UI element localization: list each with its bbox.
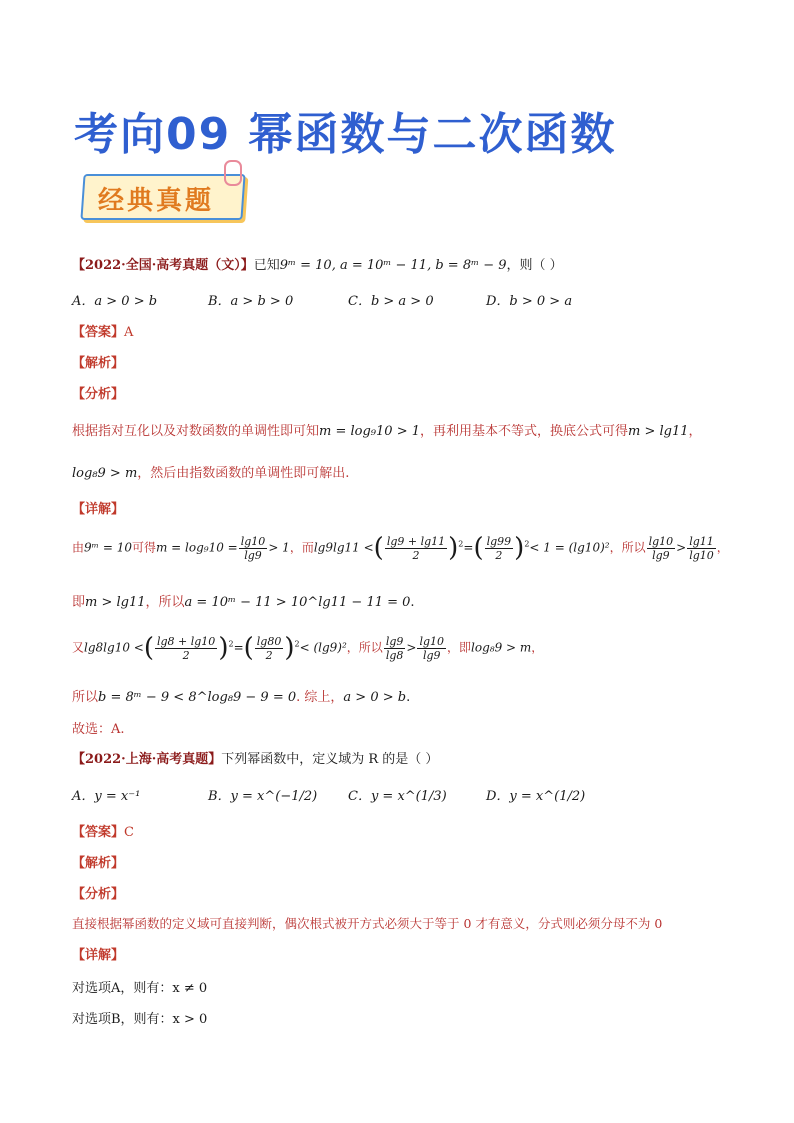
q1-detail-line1: 由9ᵐ = 10可得m = log₉10 = $\frac{\lg 10}{\lg 9}$ > 1，而lg9lg11 <( $\frac{\lg 9 + \lg 11}{2}$ )$^2$=( $\frac{\lg 99}{2}$ )$^2$< 1 = (lg10)²，所以 $\frac{\lg 10}{\lg 9}$ > $\frac{\lg 11}{\lg 10}$ ， [72,533,729,563]
q1-option-a: A．a > 0 > b [72,294,158,309]
q2-detail-b: 对选项B，则有：x > 0 [72,1012,208,1027]
q1-option-d: D．b > 0 > a [486,294,573,309]
q2-option-c: C．y = x^(1/3) [348,789,447,804]
q2-answer: 【答案】C [72,825,134,840]
q1-answer: 【答案】A [72,325,134,340]
q1-stem: 【2022·全国·高考真题（文）】已知9ᵐ = 10, a = 10ᵐ − 11, b = 8ᵐ − 9，则（ ） [72,258,563,273]
q1-detail-line4: 所以b = 8ᵐ − 9 < 8^log₈9 − 9 = 0. 综上，a > 0 > b. [72,690,411,705]
q2-analysis-label: 【解析】 [72,856,125,871]
q2-option-a: A．y = x⁻¹ [72,789,141,804]
q2-detail-label: 【详解】 [72,948,125,963]
q1-fenxi-line1: 根据指对互化以及对数函数的单调性即可知m = log₉10 > 1，再利用基本不等式，换底公式可得m > lg11， [72,424,702,439]
q1-detail-line2: 即m > lg11，所以a = 10ᵐ − 11 > 10^lg11 − 11 = 0. [72,595,415,610]
q2-option-b: B．y = x^(−1/2) [208,789,318,804]
q1-option-b: B．a > b > 0 [208,294,294,309]
section-badge [74,168,254,220]
q2-stem: 【2022·上海·高考真题】下列幂函数中，定义域为 R 的是（ ） [72,752,439,767]
badge-label: 经典真题 [98,186,215,216]
q2-fenxi-text: 直接根据幂函数的定义域可直接判断，偶次根式被开方式必须大于等于 0 才有意义，分式则必须分母不为 0 [72,916,663,931]
q1-detail-label: 【详解】 [72,502,125,517]
q2-option-d: D．y = x^(1/2) [486,789,586,804]
q1-choose: 故选：A. [72,722,125,737]
q2-detail-a: 对选项A，则有：x ≠ 0 [72,981,208,996]
q1-source: 【2022·全国·高考真题（文）】 [72,258,254,273]
q2-fenxi-label: 【分析】 [72,887,125,902]
q1-detail-line3: 又lg8lg10 <( $\frac{\lg 8 + \lg 10}{2}$ )$^2$=( $\frac{\lg 80}{2}$ )$^2$< (lg9)²，所以 $\frac{\lg 9}{\lg 8}$ > $\frac{\lg 10}{\lg 9}$ ，即log₈9 > m， [72,633,544,663]
q1-fenxi-label: 【分析】 [72,387,125,402]
q1-analysis-label: 【解析】 [72,356,125,371]
q1-option-c: C．b > a > 0 [348,294,434,309]
page-title: 考向09 幂函数与二次函数 [74,109,617,160]
q1-fenxi-line2: log₈9 > m，然后由指数函数的单调性即可解出. [72,466,350,481]
paperclip-icon [224,160,242,186]
q2-source: 【2022·上海·高考真题】 [72,752,222,767]
